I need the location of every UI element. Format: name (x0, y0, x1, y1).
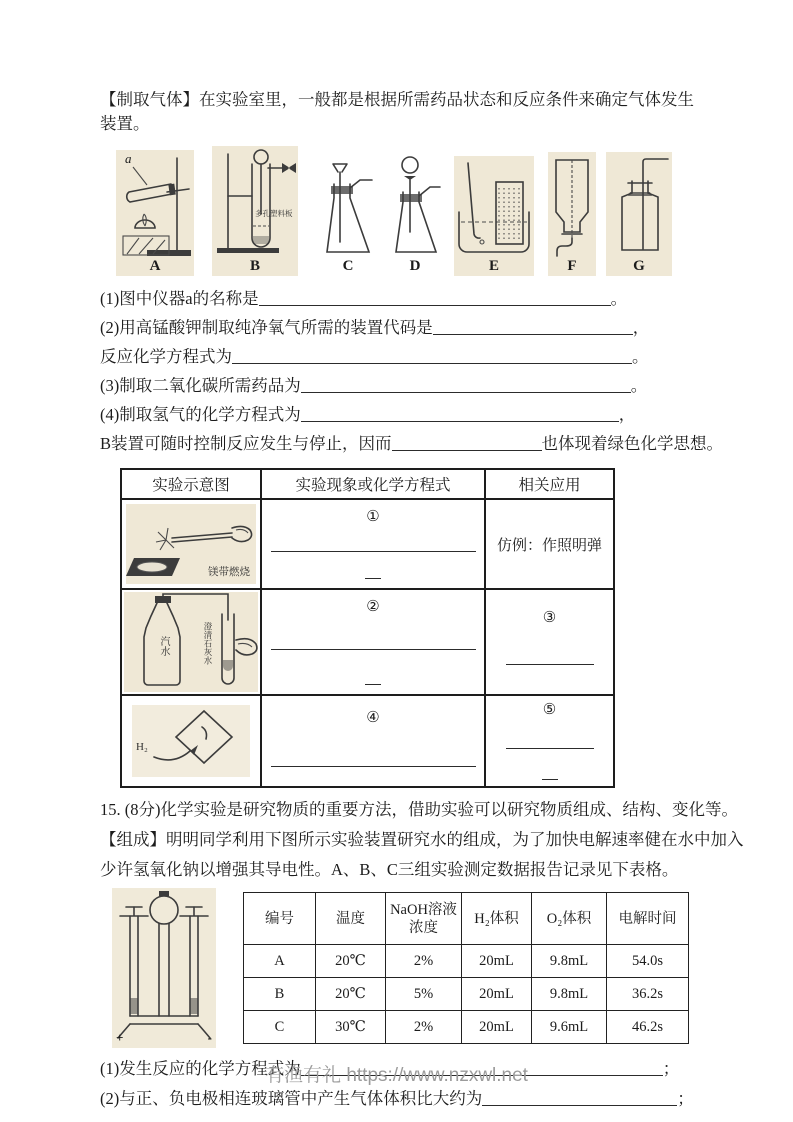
question-text: (1)发生反应的化学方程式为 (100, 1059, 301, 1078)
footer-watermark-link[interactable]: 有渔有礼 https://www.nzxwl.net (265, 1065, 528, 1086)
test-tube-heating-icon (117, 152, 193, 258)
table-row (121, 589, 614, 695)
question-text: (3)制取二氧化碳所需药品为 (100, 376, 301, 395)
cell: 9.8mL (532, 945, 607, 978)
figure-caption: H₂ (136, 741, 148, 753)
porous-plate-label: 多孔塑料板 (255, 209, 293, 218)
question-punct: ； (677, 1089, 694, 1108)
soda-bottle-test-tube-icon (124, 592, 258, 692)
figure-caption-limewater: 澄清石灰水 (203, 622, 213, 665)
answer-blank (482, 1091, 677, 1106)
question-text: (1)图中仪器a的名称是 (100, 289, 259, 308)
negative-electrode-label: - (207, 1030, 212, 1045)
table-header-row (121, 469, 614, 499)
column-header: 编号 (244, 893, 316, 945)
apparatus-letter: C (342, 258, 354, 274)
apparatus-figure-B (212, 146, 298, 276)
answer-blank (433, 320, 633, 335)
column-header: NaOH溶液浓度 (386, 893, 462, 945)
phenomenon-cell (261, 499, 485, 589)
hydrogen-flame-figure (132, 705, 250, 777)
q15-composition-line: 【组成】明明同学利用下图所示实验装置研究水的组成，为了加快电解速率健在水中加入 (100, 830, 744, 849)
apparatus-figure-row (116, 146, 706, 276)
electrolysis-section (100, 888, 706, 1054)
flask-funnel-icon (320, 158, 376, 258)
answer-blank (271, 635, 476, 650)
blank-number: ② (366, 599, 380, 615)
soda-limewater-figure (124, 592, 258, 692)
question-text: (4)制取氢气的化学方程式为 (100, 405, 301, 424)
apparatus-a-label: a (125, 151, 132, 166)
answer-blank (271, 537, 476, 552)
answer-blank (506, 650, 594, 665)
apparatus-figure-D (388, 152, 442, 276)
column-header: 实验示意图 (121, 469, 261, 499)
cell: 2% (386, 945, 462, 978)
blank-number: ③ (542, 610, 557, 626)
footer (0, 1060, 793, 1087)
question-text: 也体现着绿色化学思想。 (541, 434, 724, 453)
phenomenon-cell (261, 695, 485, 787)
inverted-gas-bottle-icon (548, 154, 596, 258)
test-tube-stand-icon (212, 148, 298, 258)
table-row (121, 695, 614, 787)
cell: C (244, 1011, 316, 1044)
hydrogen-flame-beaker-icon (132, 705, 250, 777)
question-punct: 。 (632, 347, 649, 366)
cell: 54.0s (607, 945, 689, 978)
question-punct: 。 (630, 376, 648, 395)
question-punct: ， (632, 318, 650, 337)
flask-dropping-funnel-icon (388, 154, 442, 258)
answer-blank (301, 407, 619, 422)
table-row (244, 945, 689, 978)
apparatus-letter: D (409, 258, 421, 274)
cell: 20mL (462, 945, 532, 978)
cell: B (244, 978, 316, 1011)
answer-blank (259, 291, 611, 306)
apparatus-letter: E (488, 258, 499, 274)
apparatus-figure-C (320, 156, 376, 276)
gas-bottle-tube-icon (606, 154, 672, 258)
cell: 20℃ (316, 978, 386, 1011)
column-header: O₂体积 (532, 893, 607, 945)
cell: 20mL (462, 1011, 532, 1044)
experiment-image-cell (121, 589, 261, 695)
column-header: 温度 (316, 893, 386, 945)
apparatus-figure-G (606, 152, 672, 276)
water-electrolysis-apparatus-icon (112, 888, 216, 1048)
column-header: H₂体积 (462, 893, 532, 945)
electrolysis-figure (112, 888, 216, 1048)
blank-number: ① (366, 509, 380, 525)
blank-number: ⑤ (542, 702, 557, 718)
table-row (244, 1011, 689, 1044)
question-line-4 (100, 400, 706, 429)
answer-blank (506, 734, 594, 749)
mg-burning-figure (126, 504, 256, 584)
figure-caption: 镁带燃烧 (208, 567, 250, 578)
cell: 5% (386, 978, 462, 1011)
apparatus-figure-E (454, 156, 534, 276)
electrolysis-data-table (243, 892, 689, 1044)
answer-blank (232, 349, 632, 364)
cell: 20mL (462, 978, 532, 1011)
cell: 9.8mL (532, 978, 607, 1011)
answer-blank-short (365, 670, 381, 685)
answer-blank (301, 378, 631, 393)
column-header: 相关应用 (485, 469, 614, 499)
positive-electrode-label: + (116, 1030, 124, 1045)
cell: 2% (386, 1011, 462, 1044)
question-line-1 (100, 284, 706, 313)
question-line-3 (100, 371, 706, 400)
table-header-row (244, 893, 689, 945)
apparatus-letter: F (567, 258, 577, 274)
question-text: (2)用高锰酸钾制取纯净氧气所需的装置代码是 (100, 318, 433, 337)
experiment-image-cell (121, 499, 261, 589)
question-text: 反应化学方程式为 (100, 347, 232, 366)
apparatus-letter: A (149, 258, 161, 274)
answer-blank-short (365, 564, 381, 579)
question-line-2 (100, 313, 706, 342)
apparatus-letter: B (249, 258, 260, 274)
question-line-2b (100, 342, 706, 371)
answer-blank-short (542, 765, 558, 780)
question-punct: ， (618, 405, 636, 424)
q15-composition-line2: 少许氢氧化钠以增强其导电性。A、B、C三组实验测定数据报告记录见下表格。 (100, 860, 679, 879)
figure-caption-bottle: 汽水 (158, 636, 169, 656)
application-text: 仿例：作照明弹 (496, 537, 602, 554)
water-trough-collection-icon (454, 158, 534, 258)
blank-number: ④ (366, 710, 380, 726)
cell: 46.2s (607, 1011, 689, 1044)
question-punct: ； (662, 1059, 680, 1078)
cell: 36.2s (607, 978, 689, 1011)
experiment-table (120, 468, 615, 788)
application-cell (485, 695, 614, 787)
apparatus-letter: G (633, 258, 645, 274)
cell: 20℃ (316, 945, 386, 978)
phenomenon-cell (261, 589, 485, 695)
q15-intro: 15. (8分)化学实验是研究物质的重要方法，借助实验可以研究物质组成、结构、变化等。 (100, 800, 738, 819)
apparatus-figure-F (548, 152, 596, 276)
question-punct: 。 (610, 289, 628, 308)
question-line-4b (100, 429, 724, 458)
sub-question-2 (100, 1084, 706, 1114)
apparatus-figure-A (116, 150, 194, 276)
section-intro: 【制取气体】在实验室里，一般都是根据所需药品状态和反应条件来确定气体发生装置。 (100, 90, 694, 133)
cell: A (244, 945, 316, 978)
table-row (244, 978, 689, 1011)
experiment-image-cell (121, 695, 261, 787)
answer-blank (271, 752, 476, 767)
column-header: 实验现象或化学方程式 (261, 469, 485, 499)
application-cell (485, 589, 614, 695)
answer-blank (392, 436, 542, 451)
cell: 9.6mL (532, 1011, 607, 1044)
page-content (100, 88, 744, 1114)
question-text: B装置可随时控制反应发生与停止，因而 (100, 434, 392, 453)
column-header: 电解时间 (607, 893, 689, 945)
table-row (121, 499, 614, 589)
cell: 30℃ (316, 1011, 386, 1044)
application-cell (485, 499, 614, 589)
question-text: (2)与正、负电极相连玻璃管中产生气体体积比大约为 (100, 1089, 483, 1108)
